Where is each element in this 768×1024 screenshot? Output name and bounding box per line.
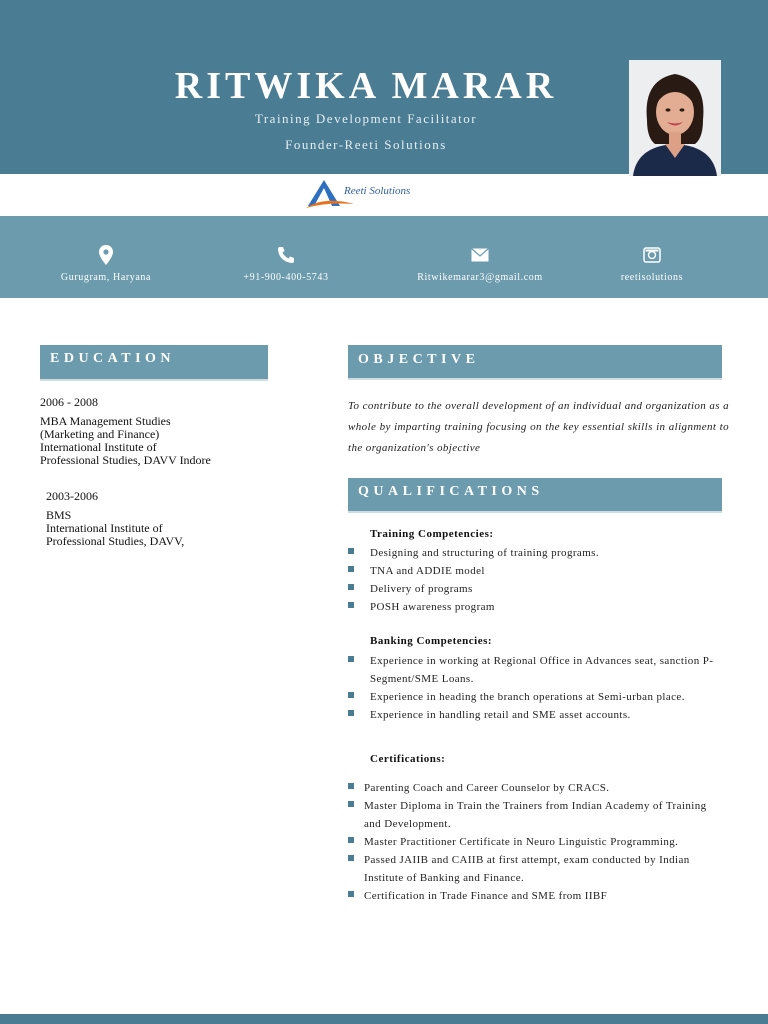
phone-icon xyxy=(277,244,295,266)
education-line: (Marketing and Finance) xyxy=(40,427,160,441)
contact-phone xyxy=(186,244,386,283)
instagram-text[interactable]: reetisolutions xyxy=(620,272,684,283)
education-years: 2003-2006 xyxy=(46,489,98,503)
founder-title: Founder-Reeti Solutions xyxy=(285,137,447,152)
list-item: Designing and structuring of training programs. xyxy=(348,544,728,562)
email-text[interactable]: Ritwikemarar3@gmail.com xyxy=(417,272,543,283)
education-heading: EDUCATION xyxy=(40,345,268,381)
candidate-name: RITWIKA MARAR xyxy=(174,65,558,107)
envelope-icon xyxy=(471,244,489,266)
certifications-title: Certifications: xyxy=(370,753,446,765)
certifications-list xyxy=(348,779,726,905)
job-title: Training Development Facilitator xyxy=(254,111,478,126)
education-line: Professional Studies, DAVV, xyxy=(46,534,185,548)
training-competencies-title: Training Competencies: xyxy=(370,528,494,540)
list-item: Delivery of programs xyxy=(348,580,728,598)
banking-competencies-title: Banking Competencies: xyxy=(370,635,493,647)
list-item: Experience in heading the branch operations at Semi-urban place. xyxy=(348,688,720,706)
location-pin-icon xyxy=(99,244,113,266)
education-line: BMS xyxy=(46,508,72,522)
list-item: Passed JAIIB and CAIIB at first attempt, exam conducted by Indian Institute of Banking and Finance. xyxy=(348,851,726,887)
qualifications-heading: QUALIFICATIONS xyxy=(348,478,722,513)
list-item: Certification in Trade Finance and SME from IIBF xyxy=(348,887,726,905)
list-item: Parenting Coach and Career Counselor by CRACS. xyxy=(348,779,726,797)
list-item: POSH awareness program xyxy=(348,598,728,616)
phone-text[interactable]: +91-900-400-5743 xyxy=(243,272,329,283)
person-portrait-icon xyxy=(629,60,721,176)
list-item: Experience in handling retail and SME asset accounts. xyxy=(348,706,720,724)
education-years: 2006 - 2008 xyxy=(40,395,98,409)
education-line: Professional Studies, DAVV Indore xyxy=(40,453,211,467)
contact-email xyxy=(380,244,580,283)
list-item: Master Practitioner Certificate in Neuro Linguistic Programming. xyxy=(348,833,726,851)
list-item: TNA and ADDIE model xyxy=(348,562,728,580)
objective-heading: OBJECTIVE xyxy=(348,345,722,380)
banking-competencies-list xyxy=(348,652,720,724)
instagram-icon xyxy=(643,244,661,266)
list-item: Master Diploma in Train the Trainers from Indian Academy of Training and Development. xyxy=(348,797,726,833)
education-line: MBA Management Studies xyxy=(40,414,171,428)
footer-band xyxy=(0,1014,768,1024)
education-line: International Institute of xyxy=(40,440,157,454)
logo-text: Reeti Solutions xyxy=(344,185,411,197)
education-entry-bms xyxy=(46,490,306,548)
profile-photo xyxy=(629,60,721,176)
objective-text: To contribute to the overall development of an individual and organization as a whole by imparting training focusing on the key essential skills in alignment to the organization's objective xyxy=(348,400,729,454)
list-item: Experience in working at Regional Office in Advances seat, sanction P-Segment/SME Loans. xyxy=(348,652,720,688)
contact-location xyxy=(6,244,206,283)
training-competencies-list xyxy=(348,544,728,616)
contact-instagram xyxy=(552,244,752,283)
location-text: Gurugram, Haryana xyxy=(60,272,152,283)
education-entry-mba xyxy=(40,396,300,467)
education-line: International Institute of xyxy=(46,521,163,535)
